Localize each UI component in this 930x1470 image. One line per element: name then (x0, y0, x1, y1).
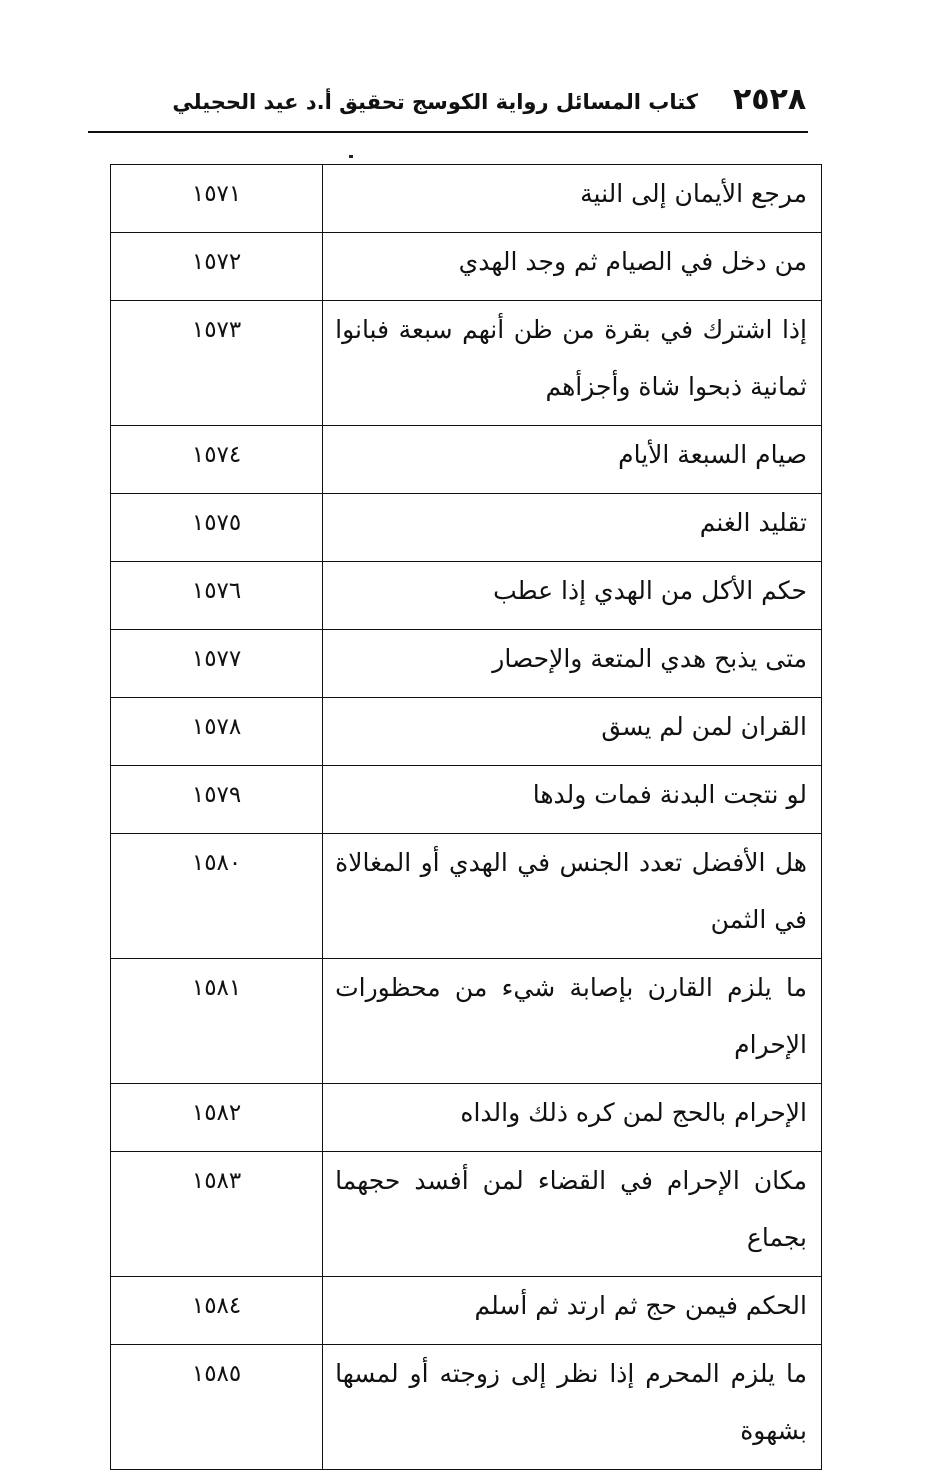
table-row (111, 1084, 822, 1152)
topic-cell: الإحرام بالحج لمن كره ذلك والداه (323, 1084, 822, 1152)
topic-cell: الحكم فيمن حج ثم ارتد ثم أسلم (323, 1277, 822, 1345)
topic-cell: متى يذبح هدي المتعة والإحصار (323, 630, 822, 698)
table-row (111, 301, 822, 426)
table-row (111, 1345, 822, 1470)
print-speck (349, 155, 353, 158)
topic-cell: ما يلزم المحرم إذا نظر إلى زوجته أو لمسها بشهوة (323, 1345, 822, 1470)
index-table (110, 164, 822, 1470)
table-row (111, 834, 822, 959)
topic-cell: القران لمن لم يسق (323, 698, 822, 766)
topic-cell: صيام السبعة الأيام (323, 426, 822, 494)
number-cell: ١٥٧٩ (111, 766, 323, 834)
number-cell: ١٥٧٤ (111, 426, 323, 494)
topic-cell: لو نتجت البدنة فمات ولدها (323, 766, 822, 834)
number-cell: ١٥٨٤ (111, 1277, 323, 1345)
table-row (111, 1277, 822, 1345)
number-cell: ١٥٨٢ (111, 1084, 323, 1152)
topic-cell: من دخل في الصيام ثم وجد الهدي (323, 233, 822, 301)
topic-cell: مكان الإحرام في القضاء لمن أفسد حجهما بجماع (323, 1152, 822, 1277)
table-row (111, 698, 822, 766)
table-row (111, 165, 822, 233)
table-row (111, 426, 822, 494)
number-cell: ١٥٧٧ (111, 630, 323, 698)
topic-cell: تقليد الغنم (323, 494, 822, 562)
header-rule (88, 131, 808, 133)
topic-cell: ما يلزم القارن بإصابة شيء من محظورات الإحرام (323, 959, 822, 1084)
number-cell: ١٥٧٥ (111, 494, 323, 562)
number-cell: ١٥٨١ (111, 959, 323, 1084)
table-row (111, 233, 822, 301)
number-cell: ١٥٧٦ (111, 562, 323, 630)
table-row (111, 766, 822, 834)
table-row (111, 1152, 822, 1277)
topic-cell: مرجع الأيمان إلى النية (323, 165, 822, 233)
number-cell: ١٥٨٠ (111, 834, 323, 959)
table-row (111, 562, 822, 630)
number-cell: ١٥٨٣ (111, 1152, 323, 1277)
running-title: كتاب المسائل رواية الكوسج تحقيق أ.د عيد الحجيلي (172, 90, 698, 114)
page-number: ٢٥٢٨ (733, 82, 807, 117)
topic-cell: حكم الأكل من الهدي إذا عطب (323, 562, 822, 630)
topic-cell: هل الأفضل تعدد الجنس في الهدي أو المغالاة في الثمن (323, 834, 822, 959)
number-cell: ١٥٨٥ (111, 1345, 323, 1470)
table-row (111, 630, 822, 698)
table-row (111, 494, 822, 562)
number-cell: ١٥٧١ (111, 165, 323, 233)
number-cell: ١٥٧٣ (111, 301, 323, 426)
table-row (111, 959, 822, 1084)
number-cell: ١٥٧٨ (111, 698, 323, 766)
number-cell: ١٥٧٢ (111, 233, 323, 301)
topic-cell: إذا اشترك في بقرة من ظن أنهم سبعة فبانوا ثمانية ذبحوا شاة وأجزأهم (323, 301, 822, 426)
